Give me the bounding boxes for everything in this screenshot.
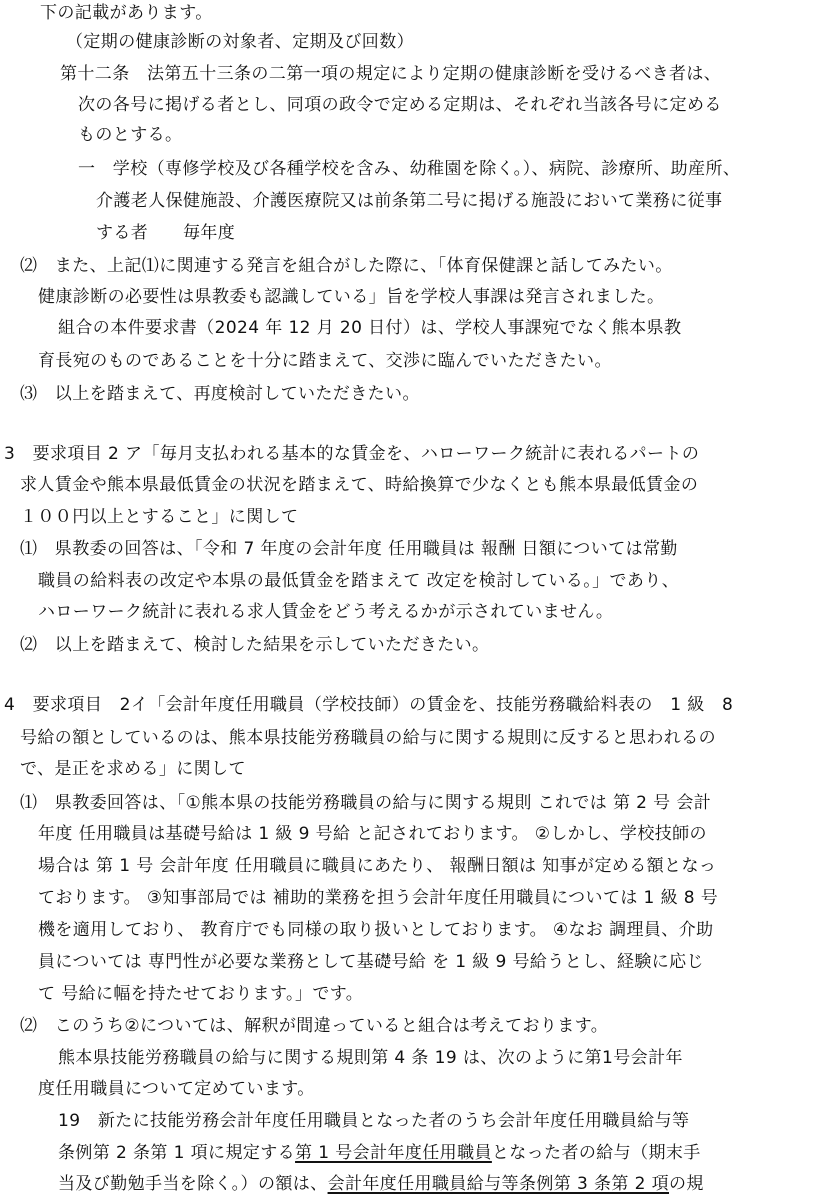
text-segment: の規 [669, 1174, 704, 1194]
section-heading: 3 要求項目 2 ア「毎月支払われる基本的な賃金を、ハローワーク統計に表れるパートの [4, 444, 700, 464]
article-caption: （定期の健康診断の対象者、定期及び回数） [66, 32, 414, 52]
text-line: ハローワーク統計に表れる求人賃金をどう考えるかが示されていません。 [38, 602, 614, 622]
text-line: １００円以上とすること」に関して [20, 507, 299, 527]
text-line: 一 学校（専修学校及び各種学校を含み、幼稚園を除く。）、病院、診療所、助産所、 [78, 159, 741, 179]
text-segment: 当及び勤勉手当を除く。）の額は、 [58, 1174, 328, 1194]
text-line: 育長宛のものであることを十分に踏まえて、交渉に臨んでいただきたい。 [38, 351, 612, 371]
text-line: ております。 ③知事部局では 補助的業務を担う会計年度任用職員については 1 級 8 号 [38, 888, 719, 908]
text-line: 機を適用しており、 教育庁でも同様の取り扱いとしております。 ④なお 調理員、介助 [38, 920, 714, 940]
text-line: 介護老人保健施設、介護医療院又は前条第二号に掲げる施設において業務に従事 [96, 191, 723, 211]
text-segment: 条例第 2 条第 1 項に規定する [58, 1143, 296, 1163]
text-line [58, 1140, 701, 1166]
text-line: ⑵ また、上記⑴に関連する発言を組合がした際に、「体育保健課と話してみたい。 [20, 256, 673, 276]
text-line: 健康診断の必要性は県教委も認識している」旨を学校人事課は発言されました。 [38, 287, 665, 307]
text-line: ⑵ このうち②については、解釈が間違っていると組合は考えております。 [20, 1016, 609, 1036]
underlined-term: 第 1 号会計年度任用職員 [295, 1143, 492, 1163]
text-line: で、是正を求める」に関して [20, 759, 246, 779]
text-line: ものとする。 [78, 125, 183, 145]
text-line: ⑶ 以上を踏まえて、再度検討していただきたい。 [20, 384, 420, 404]
text-line: 19 新たに技能労務会計年度任用職員となった者のうち会計年度任用職員給与等 [58, 1111, 690, 1131]
text-line: 次の各号に掲げる者とし、同項の政令で定める定期は、それぞれ当該各号に定める [78, 95, 722, 115]
text-line: ⑴ 県教委回答は、「①熊本県の技能労務職員の給与に関する規則 これでは 第 2 号 会計 [20, 793, 712, 813]
text-line: 年度 任用職員は基礎号給は 1 級 9 号給 と記されております。 ②しかし、学校技師の [38, 824, 707, 844]
text-line: 度任用職員について定めています。 [38, 1079, 315, 1099]
text-line: て 号給に幅を持たせております。」です。 [38, 984, 364, 1004]
text-line: 求人賃金や熊本県最低賃金の状況を踏まえて、時給換算で少なくとも熊本県最低賃金の [20, 475, 699, 495]
text-line: 場合は 第 1 号 会計年度 任用職員に職員にあたり、 報酬日額は 知事が定める額となっ [38, 856, 717, 876]
text-line: 職員の給料表の改定や本県の最低賃金を踏まえて 改定を検討している。」であり、 [38, 571, 680, 591]
text-line: ⑴ 県教委の回答は、「令和 7 年度の会計年度 任用職員は 報酬 日額については常勤 [20, 539, 678, 559]
text-line [58, 1171, 704, 1197]
section-heading: 4 要求項目 2イ「会計年度任用職員（学校技師）の賃金を、技能労務職給料表の 1 級 8 [4, 695, 734, 715]
text-line: 員については 専門性が必要な業務として基礎号給 を 1 級 9 号給うとし、経験に応じ [38, 952, 704, 972]
text-segment: となった者の給与（期末手 [491, 1143, 701, 1163]
text-line: ⑵ 以上を踏まえて、検討した結果を示していただきたい。 [20, 635, 490, 655]
text-line: 組合の本件要求書（2024 年 12 月 20 日付）は、学校人事課宛でなく熊本県教 [58, 318, 682, 338]
text-line: 第十二条 法第五十三条の二第一項の規定により定期の健康診断を受けるべき者は、 [60, 64, 722, 84]
underlined-term: 会計年度任用職員給与等条例第 3 条第 2 項 [327, 1174, 670, 1194]
text-line: 下の記載があります。 [40, 3, 213, 23]
text-line: 号給の額としているのは、熊本県技能労務職員の給与に関する規則に反すると思われるの [20, 728, 716, 748]
text-line: 熊本県技能労務職員の給与に関する規則第 4 条 19 は、次のように第1号会計年 [58, 1048, 683, 1068]
text-line: する者 毎年度 [96, 223, 236, 243]
